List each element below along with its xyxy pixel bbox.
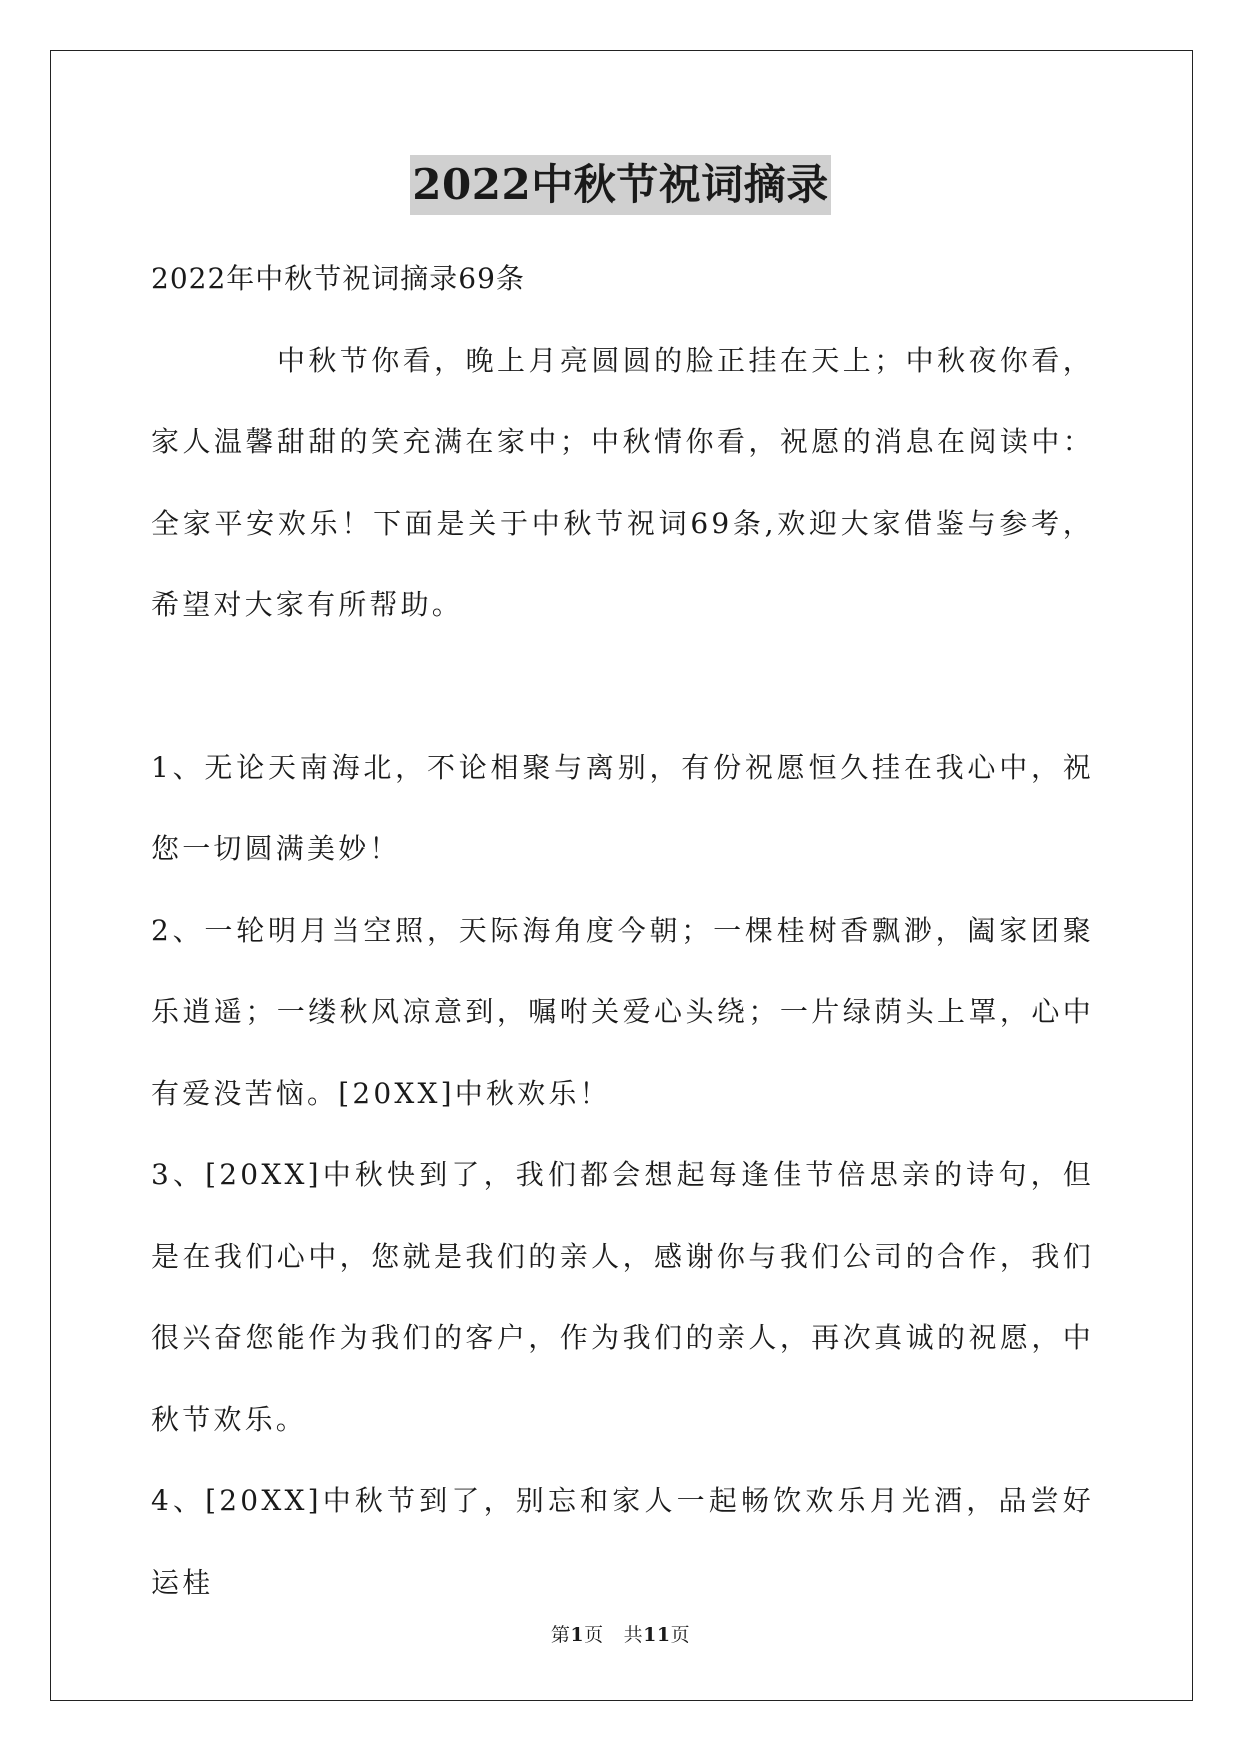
document-subtitle: 2022年中秋节祝词摘录69条	[151, 262, 525, 295]
title-container	[0, 155, 1241, 215]
page-total: 11	[643, 1624, 671, 1646]
list-item: 2、一轮明月当空照，天际海角度今朝；一棵桂树香飘渺，阖家团聚乐逍遥；一缕秋风凉意到，嘱咐关爱心头绕；一片绿荫头上罩，心中有爱没苦恼。[20XX]中秋欢乐！	[151, 913, 1094, 1110]
page-unit: 页	[584, 1624, 604, 1646]
page-prefix: 第	[550, 1624, 571, 1646]
document-title: 2022中秋节祝词摘录	[410, 155, 830, 215]
list-item: 1、无论天南海北，不论相聚与离别，有份祝愿恒久挂在我心中，祝您一切圆满美妙！	[151, 750, 1094, 865]
intro-paragraph: 中秋节你看，晚上月亮圆圆的脸正挂在天上；中秋夜你看，家人温馨甜甜的笑充满在家中；中秋情你看，祝愿的消息在阅读中：全家平安欢乐！下面是关于中秋节祝词69条,欢迎大家借鉴与参考，希望对大家有所帮助。	[151, 343, 1094, 621]
list-item: 4、[20XX]中秋节到了，别忘和家人一起畅饮欢乐月光酒，品尝好运桂	[151, 1484, 1094, 1599]
paragraph-spacer	[151, 646, 1094, 727]
list-item: 3、[20XX]中秋快到了，我们都会想起每逢佳节倍思亲的诗句，但是在我们心中，您就是我们的亲人，感谢你与我们公司的合作，我们很兴奋您能作为我们的客户，作为我们的亲人，再次真诚的祝愿，中秋节欢乐。	[151, 1158, 1094, 1436]
page-current: 1	[570, 1624, 585, 1646]
page-footer	[0, 1620, 1241, 1647]
document-body	[151, 238, 1094, 1623]
total-prefix: 共	[623, 1624, 644, 1646]
total-unit: 页	[670, 1624, 691, 1646]
